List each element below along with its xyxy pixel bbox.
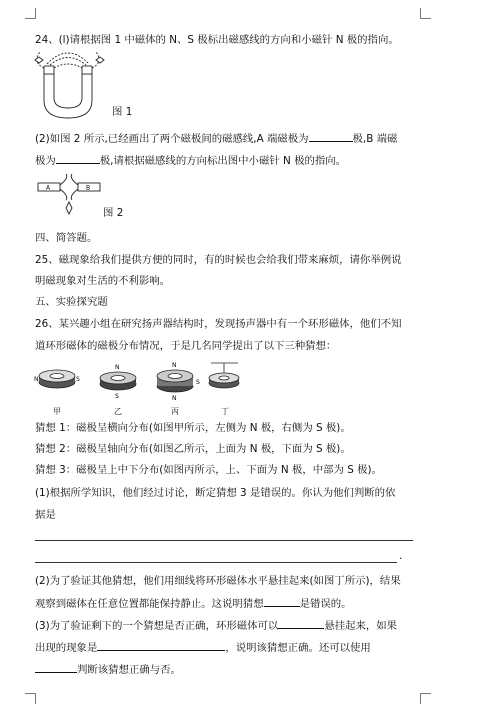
answer-line-2[interactable] bbox=[35, 562, 397, 563]
q24-part2-line2 bbox=[35, 152, 346, 168]
fig-bing-n-bottom-label: N bbox=[172, 395, 177, 402]
q26-line2: 道环形磁体的磁极分布情况，于是几名同学提出了以下三种猜想： bbox=[35, 340, 337, 352]
answer-blank-tool[interactable] bbox=[35, 661, 77, 673]
q24-part2-text-d: 极,请根据磁感线的方向标出图中小磁针 N 极的指向。 bbox=[99, 155, 347, 167]
fig-yi-caption: 乙 bbox=[114, 407, 122, 416]
q25-line1: 25、磁现象给我们提供方便的同时，有的时候也会给我们带来麻烦，请你举例说 bbox=[35, 254, 402, 266]
q24-part2-text-a: (2)如图 2 所示,已经画出了两个磁极间的磁感线,A 端磁极为 bbox=[35, 133, 309, 145]
q26-p1-line2: 据是 bbox=[35, 509, 56, 521]
q24-part2-line1 bbox=[35, 130, 397, 146]
fig-jia-s-label: S bbox=[76, 376, 80, 383]
fig-bing-n-top-label: N bbox=[172, 362, 177, 369]
fig-ding-caption: 丁 bbox=[221, 407, 229, 416]
figure-2-label-b: B bbox=[86, 184, 91, 192]
figure-26-ring-magnets bbox=[33, 360, 243, 406]
figure-1-u-magnet bbox=[38, 52, 108, 122]
q26-p2-text-b: 是错误的。 bbox=[299, 598, 352, 610]
q26-p3-text-c: 出现的现象是 bbox=[35, 642, 98, 654]
figure-1-caption: 图 1 bbox=[112, 106, 133, 118]
q26-p3-text-e: 判断该猜想正确与否。 bbox=[77, 664, 181, 676]
figure-2-label-a: A bbox=[46, 184, 51, 192]
section-5-heading: 五、实验探究题 bbox=[35, 296, 108, 308]
crop-mark-top-right bbox=[420, 8, 431, 19]
q25-line2: 明磁现象对生活的不利影响。 bbox=[35, 275, 171, 287]
answer-blank-wrong-guess[interactable] bbox=[264, 595, 300, 607]
q26-p2-line2 bbox=[35, 595, 352, 611]
figure-2-two-poles bbox=[38, 174, 102, 218]
answer-blank-hang-method[interactable] bbox=[278, 617, 324, 629]
q26-p3-text-a: (3)为了验证剩下的一个猜想是否正确，环形磁体可以 bbox=[35, 620, 279, 632]
q26-p3-line1 bbox=[35, 617, 397, 633]
q26-p3-line3 bbox=[35, 661, 181, 677]
guess-2: 猜想 2：磁极呈轴向分布(如图乙所示，上面为 N 极，下面为 S 极)。 bbox=[35, 443, 351, 455]
fig-yi-s-label: S bbox=[115, 393, 119, 400]
guess-1: 猜想 1：磁极呈横向分布(如图甲所示，左侧为 N 极，右侧为 S 极)。 bbox=[35, 422, 351, 434]
crop-mark-bottom-left bbox=[25, 693, 36, 704]
q24-part2-text-b: 极,B 端磁 bbox=[352, 133, 398, 145]
fig-jia-n-label: N bbox=[34, 376, 39, 383]
q26-p3-line2 bbox=[35, 639, 371, 655]
q26-p2-text-a: 观察到磁体在任意位置都能保持静止。这说明猜想 bbox=[35, 598, 264, 610]
q24-part1-text: 24、(l)请根据图 1 中磁体的 N、S 极标出磁感线的方向和小磁针 N 极的指向。 bbox=[35, 34, 399, 46]
answer-line-2-period: . bbox=[399, 550, 403, 562]
fig-bing-s-label: S bbox=[196, 379, 200, 386]
section-4-heading: 四、简答题。 bbox=[35, 232, 98, 244]
crop-mark-top-left bbox=[25, 8, 36, 19]
fig-jia-caption: 甲 bbox=[53, 407, 61, 416]
q26-line1: 26、某兴趣小组在研究扬声器结构时，发现扬声器中有一个环形磁体，他们不知 bbox=[35, 318, 402, 330]
q26-p3-text-b: 悬挂起来，如果 bbox=[324, 620, 398, 632]
answer-blank-phenomenon[interactable] bbox=[97, 639, 225, 651]
answer-blank-b-pole[interactable] bbox=[56, 152, 100, 164]
q26-p3-text-d: ，说明该猜想正确。还可以使用 bbox=[225, 642, 371, 654]
guess-3: 猜想 3：磁极呈上中下分布(如图丙所示，上、下面为 N 极，中部为 S 极)。 bbox=[35, 464, 382, 476]
answer-blank-a-pole[interactable] bbox=[309, 130, 353, 142]
q26-p1-line1: (1)根据所学知识，他们经过讨论，断定猜想 3 是错误的。你认为他们判断的依 bbox=[35, 487, 396, 499]
fig-yi-n-label: N bbox=[115, 364, 120, 371]
figure-2-caption: 图 2 bbox=[103, 207, 124, 219]
answer-line-1[interactable] bbox=[35, 540, 413, 541]
q24-part2-text-c: 极为 bbox=[35, 155, 56, 167]
fig-bing-caption: 丙 bbox=[171, 407, 179, 416]
q26-p2-line1: (2)为了验证其他猜想，他们用细线将环形磁体水平悬挂起来(如图丁所示)，结果 bbox=[35, 575, 401, 587]
crop-mark-bottom-right bbox=[420, 693, 431, 704]
